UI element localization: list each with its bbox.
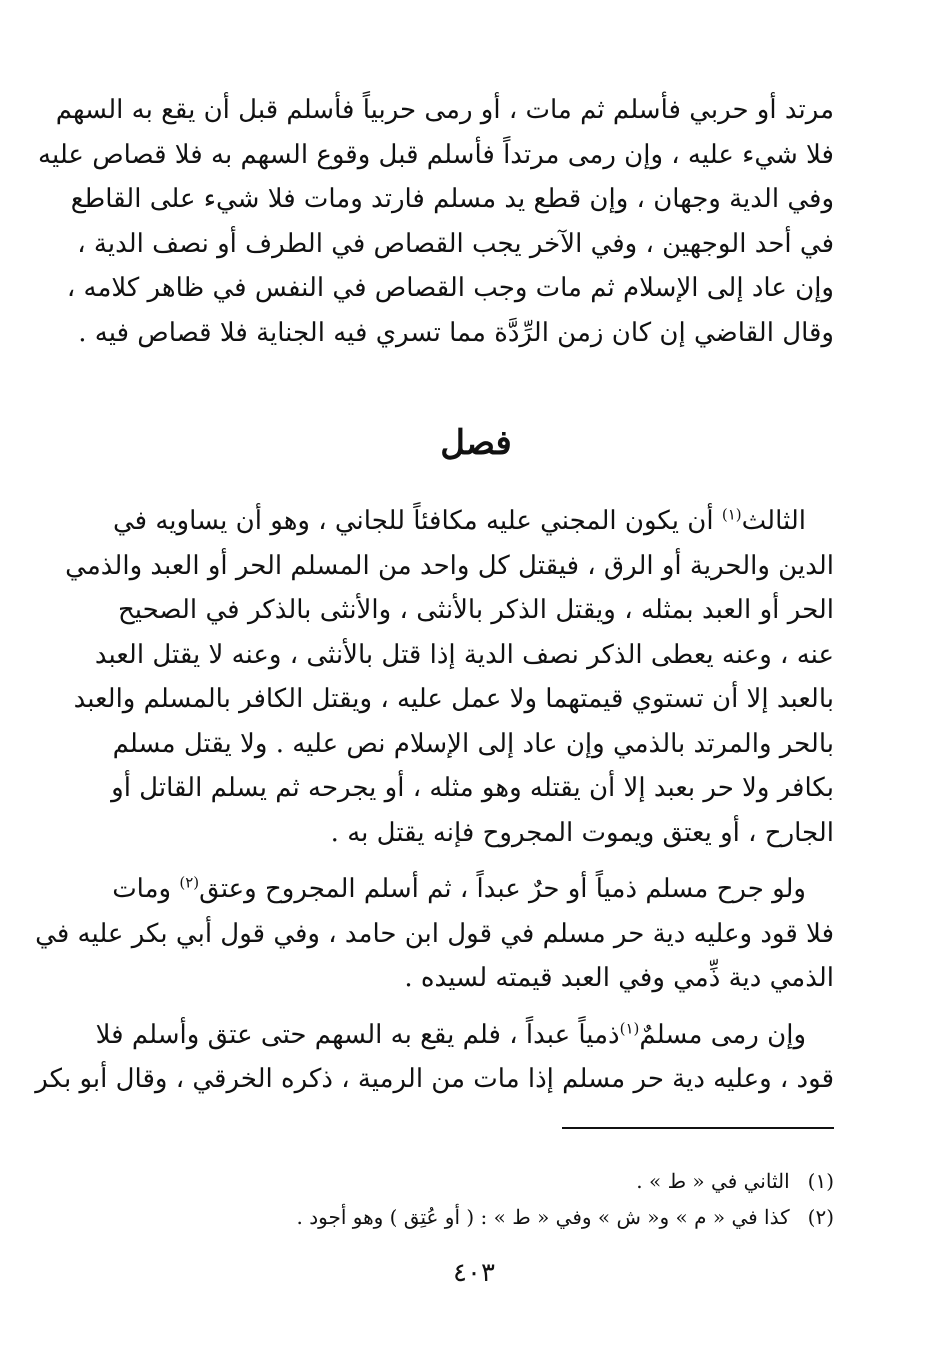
- text-line: فلا قود وعليه دية حر مسلم في قول ابن حامد ، وفي قول أبي بكر عليه في: [35, 918, 834, 949]
- text-line: وفي الدية وجهان ، وإن قطع يد مسلم فارتد ومات فلا شيء على القاطع: [70, 184, 834, 214]
- top-paragraph: [38, 88, 834, 355]
- footnote-text: الثاني في « ط » .: [636, 1169, 790, 1193]
- footnote-marker: (١): [721, 505, 742, 524]
- text-line: في أحد الوجهين ، وفي الآخر يجب القصاص في الطرف أو نصف الدية ،: [77, 228, 834, 259]
- footnote-marker: (٢): [179, 873, 200, 892]
- footnote-divider: [562, 1127, 834, 1129]
- footnote-number: (١): [807, 1169, 834, 1193]
- footnotes: [118, 1163, 834, 1235]
- text-line: بكافر ولا حر بعبد إلا أن يقتله وهو مثله ، أو يجرحه ثم يسلم القاتل أو: [111, 773, 834, 803]
- text-line: الحر أو العبد بمثله ، ويقتل الذكر بالأنثى ، والأنثى بالذكر في الصحيح: [118, 595, 834, 625]
- footnote-number: (٢): [807, 1205, 834, 1229]
- section-heading: فصل: [440, 423, 512, 463]
- footnote-item: [118, 1163, 834, 1199]
- text-line: [95, 1013, 834, 1058]
- text-line: [112, 499, 834, 544]
- text-line: وقال القاضي إن كان زمن الرِّدَّة مما تسري فيه الجناية فلا قصاص فيه .: [78, 317, 834, 348]
- footnote-text: كذا في « م » و« ش » وفي « ط » : ( أو عُتِق ) وهو أجود .: [296, 1205, 790, 1229]
- first-word: الثالث: [741, 506, 806, 536]
- footnote-marker: (١): [619, 1018, 640, 1037]
- text-line: الجارح ، أو يعتق ويموت المجروح فإنه يقتل به .: [330, 817, 834, 848]
- text-line: قود ، وعليه دية حر مسلم إذا مات من الرمية ، ذكره الخرقي ، وقال أبو بكر: [35, 1064, 834, 1094]
- text-line: الدين والحرية أو الرق ، فيقتل كل واحد من المسلم الحر أو العبد والذمي: [65, 550, 834, 581]
- page-number: ٤٠٣: [453, 1258, 495, 1288]
- text-run: ولو جرح مسلم ذمياً أو حرٌ عبداً ، ثم أسلم المجروح وعتق: [199, 874, 806, 904]
- text-line: فلا شيء عليه ، وإن رمى مرتداً فأسلم قبل وقوع السهم به فلا قصاص عليه: [38, 139, 834, 170]
- page-body: [35, 88, 834, 1102]
- text-line: وإن عاد إلى الإسلام ثم مات وجب القصاص في النفس في ظاهر كلامه ،: [66, 273, 834, 303]
- text-run: أن يكون المجني عليه مكافئاً للجاني ، وهو أن يساويه في: [112, 506, 722, 536]
- footnote-item: [118, 1199, 834, 1235]
- text-run: ذمياً عبداً ، فلم يقع به السهم حتى عتق وأسلم فلا: [95, 1019, 620, 1050]
- text-line: الذمي دية ذِّمي وفي العبد قيمته لسيده .: [404, 963, 834, 993]
- section-paragraph-3: [35, 1013, 834, 1102]
- text-line: عنه ، وعنه يعطى الذكر نصف الدية إذا قتل بالأنثى ، وعنه لا يقتل العبد: [94, 639, 834, 670]
- text-line: مرتد أو حربي فأسلم ثم مات ، أو رمى حربياً فأسلم قبل أن يقع به السهم: [55, 95, 834, 125]
- text-line: بالحر والمرتد بالذمي وإن عاد إلى الإسلام نص عليه . ولا يقتل مسلم: [112, 728, 834, 759]
- text-run: ومات: [112, 874, 180, 904]
- text-line: [112, 867, 834, 912]
- text-line: بالعبد إلا أن تستوي قيمتهما ولا عمل عليه ، ويقتل الكافر بالمسلم والعبد: [73, 684, 834, 714]
- section-paragraph-2: [35, 867, 834, 1001]
- text-run: وإن رمى مسلمٌ: [639, 1019, 806, 1050]
- section-paragraph-1: [65, 499, 834, 855]
